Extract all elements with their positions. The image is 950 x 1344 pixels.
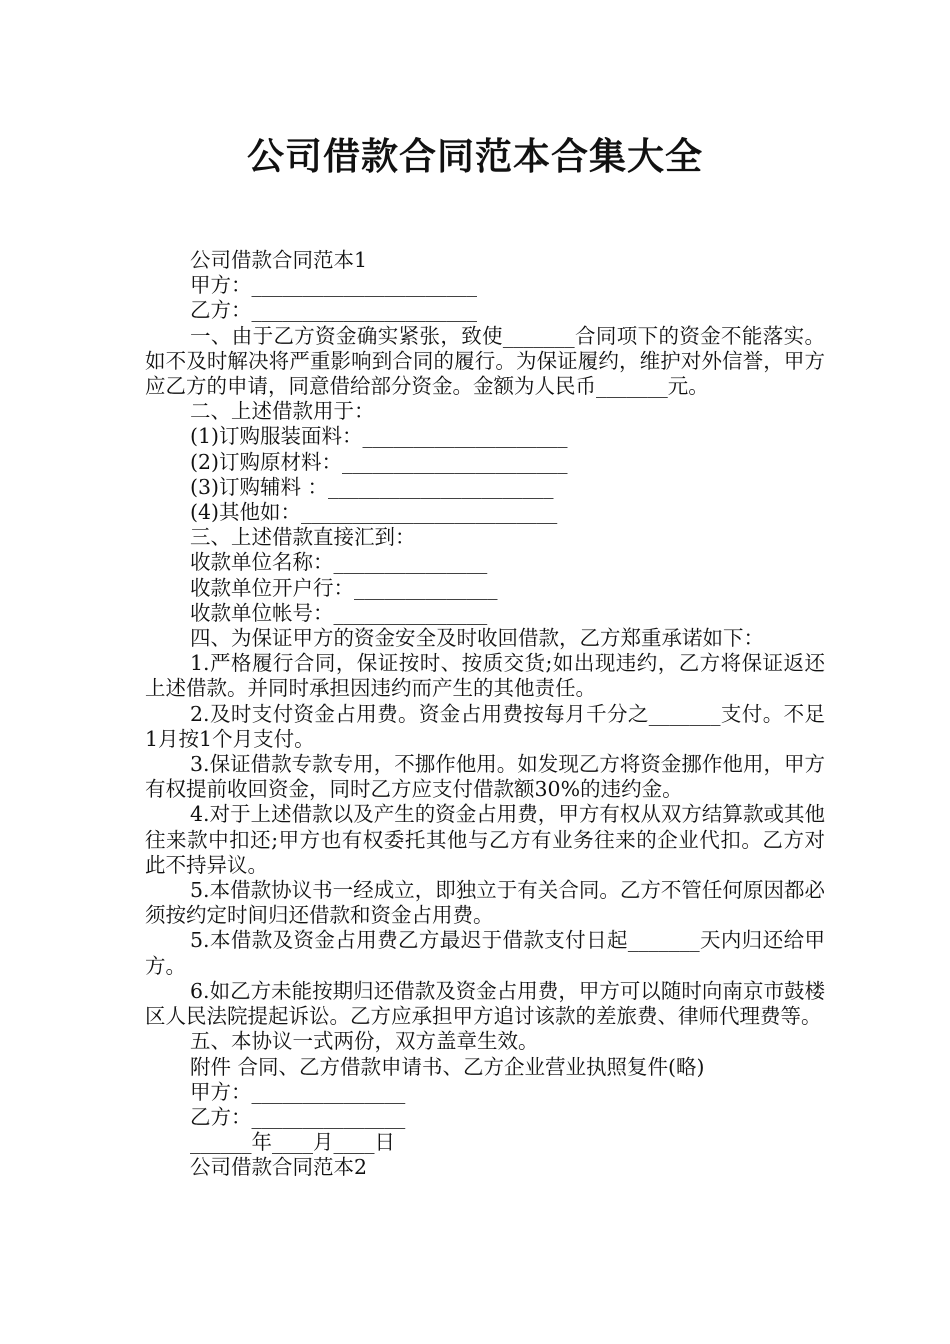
commitment-item: 3.保证借款专款专用，不挪作他用。如发现乙方将资金挪作他用，甲方有权提前收回资金，同时乙方应支付借款额30%的违约金。 <box>145 752 825 802</box>
party-b-line: 乙方：______________________ <box>190 298 477 323</box>
commitment-item: 6.如乙方未能按期归还借款及资金占用费，甲方可以随时向南京市鼓楼区人民法院提起诉讼。乙方应承担甲方追讨该款的差旅费、律师代理费等。 <box>145 978 825 1029</box>
clause-heading: 四、为保证甲方的资金安全及时收回借款，乙方郑重承诺如下： <box>190 626 764 651</box>
commitment-item: 4.对于上述借款以及产生的资金占用费，甲方有权从双方结算款或其他往来款中扣还;甲方也有权委托其他与乙方有业务往来的企业代扣。乙方对此不持异议。 <box>145 802 825 877</box>
commitment-item: 5.本借款及资金占用费乙方最迟于借款支付日起_______天内归还给甲方。 <box>145 928 825 978</box>
party-a-line: 甲方：______________________ <box>190 273 477 298</box>
commitment-item: 2.及时支付资金占用费。资金占用费按每月千分之_______支付。不足1月按1个月支付。 <box>145 701 825 751</box>
payee-line: 收款单位名称：_______________ <box>190 550 488 575</box>
usage-item: (2)订购原材料：______________________ <box>190 449 568 474</box>
section-heading: 公司借款合同范本1 <box>190 248 368 272</box>
attachment-line: 附件 合同、乙方借款申请书、乙方企业营业执照复件(略) <box>190 1054 705 1079</box>
section-heading: 公司借款合同范本2 <box>190 1155 368 1180</box>
signature-party-b: 乙方：_______________ <box>190 1104 406 1129</box>
usage-item: (3)订购辅料 ：______________________ <box>190 474 554 499</box>
signature-party-a: 甲方：_______________ <box>190 1079 406 1104</box>
clause-paragraph: 一、由于乙方资金确实紧张，致使_______合同项下的资金不能落实。如不及时解决将严重影响到合同的履行。为保证履约，维护对外信誉，甲方应乙方的申请，同意借给部分资金。金额为人民币_______元。 <box>145 323 825 399</box>
usage-item: (4)其他如：_________________________ <box>190 500 558 525</box>
payee-line: 收款单位开户行：______________ <box>190 575 498 600</box>
commitment-item: 1.严格履行合同，保证按时、按质交货;如出现违约，乙方将保证返还上述借款。并同时承担因违约而产生的其他责任。 <box>145 651 825 701</box>
payee-line: 收款单位帐号：_______________ <box>190 600 488 625</box>
clause-heading: 二、上述借款用于： <box>190 399 375 424</box>
signature-date: ______年____月____日 <box>190 1130 395 1155</box>
document-title: 公司借款合同范本合集大全 <box>247 135 703 178</box>
clause-heading: 三、上述借款直接汇到： <box>190 525 416 550</box>
commitment-item: 5.本借款协议书一经成立，即独立于有关合同。乙方不管任何原因都必须按约定时间归还借款和资金占用费。 <box>145 878 825 928</box>
document-body <box>145 248 825 1181</box>
usage-item: (1)订购服装面料：____________________ <box>190 424 568 449</box>
clause-heading: 五、本协议一式两份，双方盖章生效。 <box>190 1029 539 1054</box>
